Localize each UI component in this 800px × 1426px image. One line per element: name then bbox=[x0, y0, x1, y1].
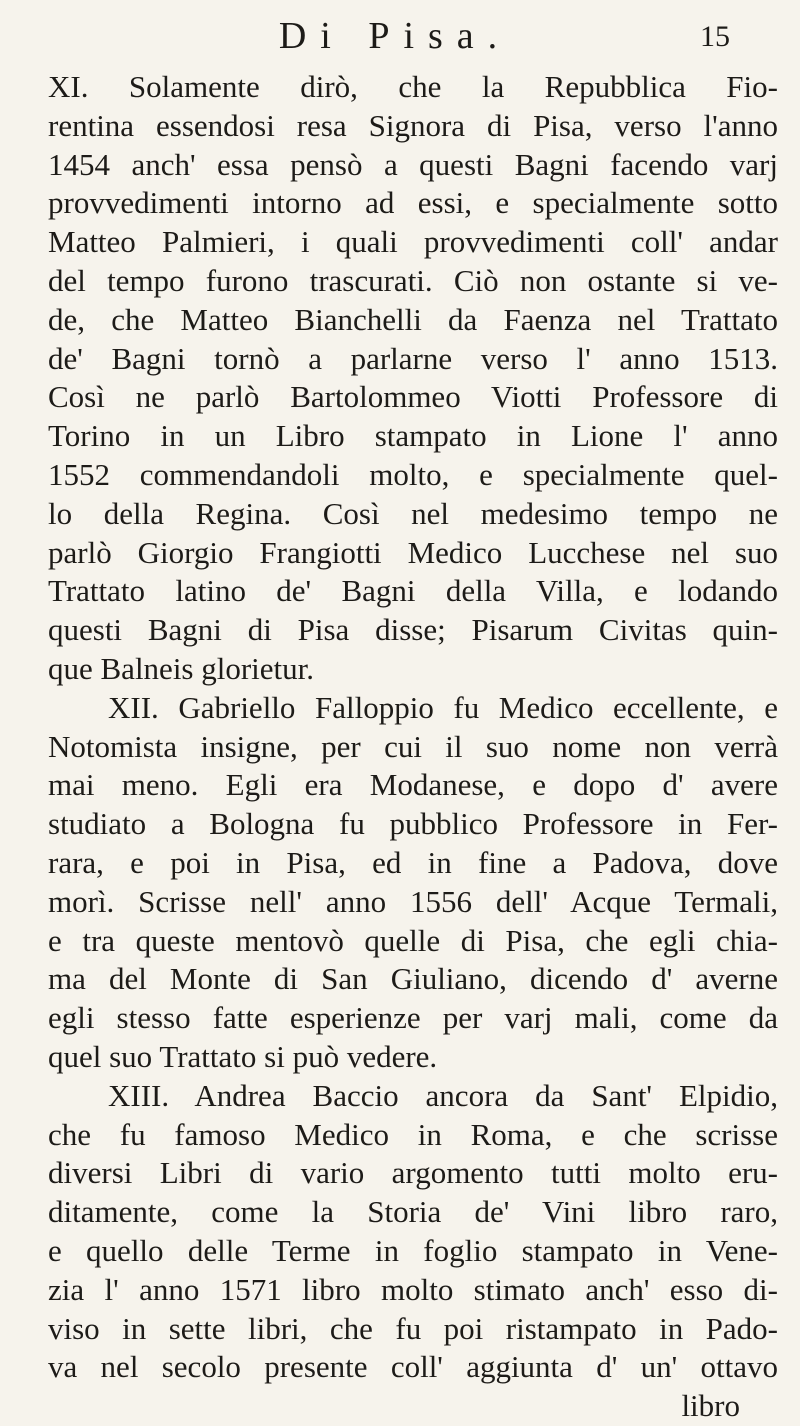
text-line: XII. Gabriello Falloppio fu Medico eccellente, e bbox=[108, 689, 778, 725]
text-line: Così ne parlò Bartolommeo Viotti Professore di bbox=[48, 379, 778, 415]
text-line: 1454 anch' essa pensò a questi Bagni facendo varj bbox=[48, 146, 778, 182]
text-line: mai meno. Egli era Modanese, e dopo d' avere bbox=[48, 767, 778, 803]
text-line: parlò Giorgio Frangiotti Medico Lucchese nel suo bbox=[48, 534, 778, 570]
text-line: egli stesso fatte esperienze per varj mali, come da bbox=[48, 1000, 778, 1036]
text-line: de' Bagni tornò a parlarne verso l' anno 1513. bbox=[48, 340, 778, 376]
running-head bbox=[0, 14, 800, 64]
text-line: che fu famoso Medico in Roma, e che scrisse bbox=[48, 1116, 778, 1152]
text-line: ma del Monte di San Giuliano, dicendo d' averne bbox=[48, 961, 778, 997]
text-line: quel suo Trattato si può vedere. bbox=[48, 1038, 438, 1074]
text-line: questi Bagni di Pisa disse; Pisarum Civitas quin- bbox=[48, 612, 778, 648]
text-line: morì. Scrisse nell' anno 1556 dell' Acque Termali, bbox=[48, 883, 778, 919]
text-line: va nel secolo presente coll' aggiunta d' un' ottavo bbox=[48, 1349, 778, 1385]
body-text bbox=[48, 68, 778, 1426]
text-line: ditamente, come la Storia de' Vini libro raro, bbox=[48, 1194, 778, 1230]
text-line: rentina essendosi resa Signora di Pisa, verso l'anno bbox=[48, 107, 778, 143]
text-line: Trattato latino de' Bagni della Villa, e lodando bbox=[48, 573, 778, 609]
running-title: Di Pisa. bbox=[278, 15, 512, 57]
text-line: XI. Solamente dirò, che la Repubblica Fio- bbox=[48, 69, 778, 104]
text-line: del tempo furono trascurati. Ciò non ostante si ve- bbox=[48, 262, 778, 298]
text-line: Torino in un Libro stampato in Lione l' anno bbox=[48, 418, 778, 454]
text-line: Notomista insigne, per cui il suo nome non verrà bbox=[48, 728, 778, 764]
text-line: que Balneis glorietur. bbox=[48, 650, 315, 686]
text-line: provvedimenti intorno ad essi, e specialmente sotto bbox=[48, 185, 778, 221]
text-line: zia l' anno 1571 libro molto stimato anch' esso di- bbox=[48, 1271, 778, 1307]
text-line: Matteo Palmieri, i quali provvedimenti coll' andar bbox=[48, 224, 778, 260]
text-line: lo della Regina. Così nel medesimo tempo ne bbox=[48, 495, 778, 531]
text-line: rara, e poi in Pisa, ed in fine a Padova, dove bbox=[48, 844, 778, 880]
text-line: XIII. Andrea Baccio ancora da Sant' Elpidio, bbox=[108, 1077, 778, 1113]
catchword: libro bbox=[681, 1388, 740, 1424]
text-line: de, che Matteo Bianchelli da Faenza nel Trattato bbox=[48, 301, 778, 337]
text-line: e quello delle Terme in foglio stampato in Vene- bbox=[48, 1232, 778, 1268]
page-number: 15 bbox=[700, 20, 730, 53]
text-line: diversi Libri di vario argomento tutti molto eru- bbox=[48, 1155, 778, 1191]
text-line: 1552 commendandoli molto, e specialmente quel- bbox=[48, 456, 778, 492]
text-line: viso in sette libri, che fu poi ristampato in Pado- bbox=[48, 1310, 778, 1346]
text-line: studiato a Bologna fu pubblico Professore in Fer- bbox=[48, 806, 778, 842]
text-line: e tra queste mentovò quelle di Pisa, che egli chia- bbox=[48, 922, 778, 958]
